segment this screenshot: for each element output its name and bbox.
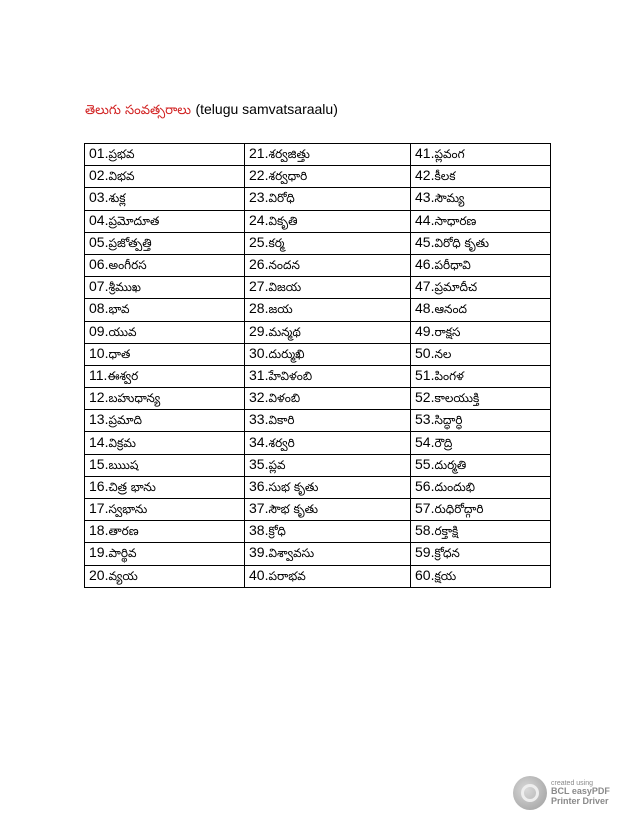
- year-name: యువ: [108, 324, 137, 339]
- year-number: 20.: [89, 566, 109, 583]
- year-number: 22.: [249, 167, 269, 184]
- table-cell: [411, 388, 551, 410]
- table-cell: [85, 277, 245, 299]
- table-cell: [411, 365, 551, 387]
- year-number: 31.: [249, 366, 269, 383]
- year-name: ప్రభవ: [108, 147, 135, 162]
- year-number: 33.: [249, 411, 269, 428]
- year-name: దుందుభి: [434, 479, 476, 494]
- table-row: [85, 188, 551, 210]
- table-cell: [411, 565, 551, 587]
- year-number: 23.: [249, 189, 269, 206]
- year-number: 10.: [89, 344, 109, 361]
- table-cell: [245, 277, 411, 299]
- year-number: 29.: [249, 322, 269, 339]
- year-name: విశ్వావసు: [268, 546, 315, 561]
- year-name: కర్మ: [268, 235, 285, 250]
- year-number: 42.: [415, 167, 435, 184]
- year-number: 24.: [249, 211, 269, 228]
- year-name: సౌభ కృతు: [268, 502, 319, 517]
- table-cell: [411, 499, 551, 521]
- year-name: నల: [434, 346, 452, 361]
- year-name: పరీధావి: [434, 258, 471, 273]
- table-row: [85, 521, 551, 543]
- year-number: 58.: [415, 522, 435, 539]
- year-name: సాధారణ: [434, 213, 477, 228]
- year-name: మన్మథ: [268, 324, 301, 339]
- year-name: దుర్ముఖి: [268, 346, 305, 361]
- year-name: విభవ: [108, 169, 135, 184]
- table-cell: [411, 343, 551, 365]
- year-number: 21.: [249, 145, 269, 162]
- table-cell: [411, 521, 551, 543]
- year-name: రౌద్రి: [434, 435, 453, 450]
- table-cell: [85, 254, 245, 276]
- year-name: సుభ కృతు: [268, 479, 319, 494]
- table-cell: [85, 521, 245, 543]
- year-name: క్రోధి: [268, 524, 286, 539]
- year-name: రుధిరోద్గారి: [434, 502, 484, 517]
- table-cell: [411, 232, 551, 254]
- year-number: 59.: [415, 544, 435, 561]
- year-number: 03.: [89, 189, 109, 206]
- year-name: భావ: [108, 302, 130, 317]
- bcl-logo-icon: [513, 776, 547, 810]
- year-number: 15.: [89, 455, 109, 472]
- year-number: 55.: [415, 455, 435, 472]
- table-cell: [411, 543, 551, 565]
- year-name: హేవిళంబి: [268, 368, 313, 383]
- year-number: 50.: [415, 344, 435, 361]
- samvatsara-table: [84, 143, 551, 588]
- table-cell: [411, 188, 551, 210]
- year-name: శర్వరి: [268, 435, 295, 450]
- year-name: నందన: [268, 258, 300, 273]
- table-cell: [411, 277, 551, 299]
- table-cell: [411, 254, 551, 276]
- year-name: సౌమ్య: [434, 191, 465, 206]
- year-number: 09.: [89, 322, 109, 339]
- year-number: 18.: [89, 522, 109, 539]
- table-cell: [85, 365, 245, 387]
- table-cell: [411, 210, 551, 232]
- table-cell: [85, 210, 245, 232]
- table-cell: [411, 144, 551, 166]
- year-name: కీలక: [434, 169, 456, 184]
- year-name: ధాత: [108, 346, 131, 361]
- table-cell: [85, 499, 245, 521]
- stamp-line-3: Printer Driver: [551, 795, 609, 806]
- year-name: వికృతి: [268, 213, 298, 228]
- year-name: పరాభవ: [268, 568, 306, 583]
- table-row: [85, 543, 551, 565]
- table-cell: [411, 454, 551, 476]
- year-number: 27.: [249, 278, 269, 295]
- table-cell: [245, 166, 411, 188]
- year-name: విళంబి: [268, 391, 301, 406]
- table-cell: [245, 299, 411, 321]
- year-number: 47.: [415, 278, 435, 295]
- year-number: 17.: [89, 500, 109, 517]
- year-name: విరోధి: [268, 191, 295, 206]
- year-number: 32.: [249, 389, 269, 406]
- year-number: 52.: [415, 389, 435, 406]
- year-name: విక్రమ: [108, 435, 136, 450]
- table-cell: [85, 454, 245, 476]
- year-name: వికారి: [268, 413, 295, 428]
- table-cell: [245, 144, 411, 166]
- table-cell: [411, 410, 551, 432]
- year-number: 43.: [415, 189, 435, 206]
- year-name: పింగళ: [434, 368, 464, 383]
- table-row: [85, 365, 551, 387]
- year-number: 51.: [415, 366, 435, 383]
- year-name: క్షయ: [434, 568, 457, 583]
- year-number: 04.: [89, 211, 109, 228]
- year-number: 49.: [415, 322, 435, 339]
- year-number: 40.: [249, 566, 269, 583]
- year-name: శర్వధారి: [268, 169, 308, 184]
- year-number: 05.: [89, 233, 109, 250]
- year-name: చిత్ర భాను: [108, 479, 156, 494]
- year-name: పార్థివ: [108, 546, 137, 561]
- table-cell: [245, 543, 411, 565]
- year-name: రాక్షస: [434, 324, 461, 339]
- year-number: 34.: [249, 433, 269, 450]
- table-cell: [85, 188, 245, 210]
- table-row: [85, 166, 551, 188]
- year-number: 37.: [249, 500, 269, 517]
- year-number: 13.: [89, 411, 109, 428]
- table-row: [85, 388, 551, 410]
- table-cell: [85, 144, 245, 166]
- table-row: [85, 410, 551, 432]
- table-cell: [245, 210, 411, 232]
- year-number: 16.: [89, 477, 109, 494]
- heading-telugu: తెలుగు సంవత్సరాలు: [85, 103, 192, 118]
- table-cell: [85, 565, 245, 587]
- year-number: 07.: [89, 278, 109, 295]
- year-name: ప్రమాది: [108, 413, 143, 428]
- year-number: 53.: [415, 411, 435, 428]
- year-name: సిద్ధార్ధి: [434, 413, 463, 428]
- table-row: [85, 144, 551, 166]
- year-number: 12.: [89, 389, 109, 406]
- table-row: [85, 343, 551, 365]
- table-cell: [411, 476, 551, 498]
- year-name: ప్లవ: [268, 457, 286, 472]
- year-name: వ్యయ: [108, 568, 138, 583]
- pdf-creator-stamp: [513, 768, 619, 818]
- table-cell: [85, 388, 245, 410]
- year-number: 41.: [415, 145, 435, 162]
- table-row: [85, 299, 551, 321]
- year-number: 45.: [415, 233, 435, 250]
- year-name: ఋుష: [108, 457, 139, 472]
- table-cell: [245, 565, 411, 587]
- year-name: రక్తాక్షి: [434, 524, 459, 539]
- year-name: తారణ: [108, 524, 139, 539]
- table-row: [85, 499, 551, 521]
- year-number: 19.: [89, 544, 109, 561]
- year-number: 30.: [249, 344, 269, 361]
- year-name: శుక్ల: [108, 191, 126, 206]
- year-number: 11.: [89, 366, 108, 383]
- year-number: 36.: [249, 477, 269, 494]
- heading-transliteration: (telugu samvatsaraalu): [195, 101, 338, 117]
- year-number: 44.: [415, 211, 435, 228]
- table-cell: [411, 321, 551, 343]
- table-cell: [245, 254, 411, 276]
- table-cell: [245, 432, 411, 454]
- year-name: స్వభాను: [108, 502, 148, 517]
- year-name: అంగీరస: [108, 258, 147, 273]
- table-cell: [245, 365, 411, 387]
- table-cell: [85, 476, 245, 498]
- table-row: [85, 476, 551, 498]
- table-cell: [85, 166, 245, 188]
- year-number: 39.: [249, 544, 269, 561]
- stamp-line-2: BCL easyPDF: [551, 786, 610, 797]
- table-row: [85, 565, 551, 587]
- table-cell: [245, 321, 411, 343]
- table-cell: [85, 410, 245, 432]
- year-number: 01.: [89, 145, 109, 162]
- year-name: ప్రమోదూత: [108, 213, 160, 228]
- year-name: జయ: [268, 302, 293, 317]
- stamp-line-1: created using: [551, 779, 594, 787]
- year-number: 56.: [415, 477, 435, 494]
- table-cell: [245, 476, 411, 498]
- year-number: 02.: [89, 167, 109, 184]
- year-name: బహుధాన్య: [108, 391, 161, 406]
- year-number: 28.: [249, 300, 269, 317]
- table-row: [85, 277, 551, 299]
- table-cell: [411, 166, 551, 188]
- year-number: 60.: [415, 566, 435, 583]
- year-number: 38.: [249, 522, 269, 539]
- table-cell: [245, 521, 411, 543]
- table-cell: [411, 299, 551, 321]
- year-number: 26.: [249, 256, 269, 273]
- table-cell: [411, 432, 551, 454]
- table-row: [85, 254, 551, 276]
- year-number: 06.: [89, 256, 109, 273]
- year-name: ఈశ్వర: [107, 368, 139, 383]
- table-row: [85, 210, 551, 232]
- year-number: 25.: [249, 233, 269, 250]
- year-name: క్రోధన: [434, 546, 460, 561]
- year-name: ప్రజోత్పత్తి: [108, 235, 152, 250]
- year-name: దుర్మతి: [434, 457, 467, 472]
- year-number: 46.: [415, 256, 435, 273]
- year-name: విరోధి కృతు: [434, 235, 490, 250]
- table-row: [85, 232, 551, 254]
- year-name: ప్లవంగ: [434, 147, 465, 162]
- table-cell: [245, 499, 411, 521]
- page-heading: [85, 101, 338, 121]
- table-cell: [245, 188, 411, 210]
- year-number: 48.: [415, 300, 435, 317]
- table-cell: [245, 232, 411, 254]
- year-name: శ్రీముఖ: [108, 280, 141, 295]
- table-cell: [245, 343, 411, 365]
- year-name: ప్రమాదీచ: [434, 280, 478, 295]
- year-number: 57.: [415, 500, 435, 517]
- table-cell: [85, 321, 245, 343]
- table-cell: [85, 299, 245, 321]
- table-cell: [245, 454, 411, 476]
- year-number: 08.: [89, 300, 109, 317]
- year-name: ఆనంద: [434, 302, 468, 317]
- table-cell: [85, 232, 245, 254]
- year-number: 14.: [89, 433, 109, 450]
- table-cell: [85, 543, 245, 565]
- year-name: కాలయుక్తి: [434, 391, 480, 406]
- table-row: [85, 321, 551, 343]
- table-cell: [85, 343, 245, 365]
- table-row: [85, 454, 551, 476]
- year-name: శర్వజిత్తు: [268, 147, 310, 162]
- table-cell: [245, 388, 411, 410]
- table-cell: [245, 410, 411, 432]
- year-number: 35.: [249, 455, 269, 472]
- year-name: విజయ: [268, 280, 302, 295]
- table-row: [85, 432, 551, 454]
- table-cell: [85, 432, 245, 454]
- year-number: 54.: [415, 433, 435, 450]
